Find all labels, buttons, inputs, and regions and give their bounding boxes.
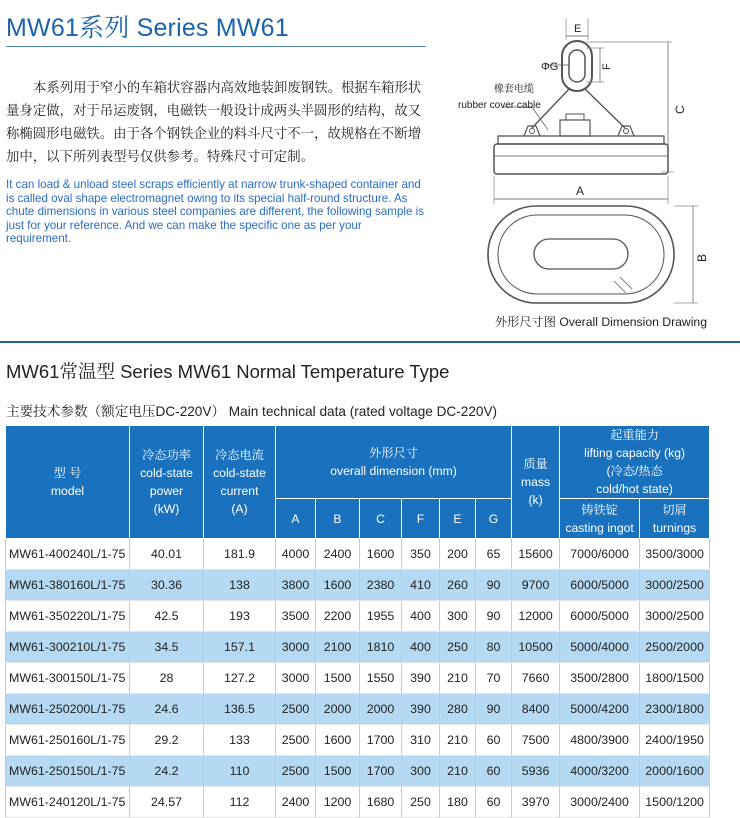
cell-current: 138: [204, 570, 276, 601]
header-turnings-cn: 切屑: [662, 502, 687, 517]
cell-power: 29.2: [130, 725, 204, 756]
cell-dim-f: 250: [402, 787, 440, 818]
header-dimension: [276, 426, 512, 499]
dim-label-phi-g: ΦG: [541, 61, 559, 73]
header-current-unit: (A): [231, 502, 248, 516]
cell-dim-e: 250: [440, 632, 476, 663]
cell-current: 133: [204, 725, 276, 756]
header-mass-en: mass: [521, 475, 551, 489]
cable-label-cn: 橡套电缆: [494, 84, 534, 95]
cell-mass: 15600: [512, 539, 560, 570]
header-lifting-en: lifting capacity (kg): [584, 446, 686, 460]
dim-label-a: A: [576, 184, 585, 198]
header-mass-cn: 质量: [523, 457, 548, 471]
cell-casting-ingot: 3500/2800: [560, 663, 640, 694]
header-model: [6, 426, 130, 539]
header-dim-f: F: [402, 499, 440, 539]
cell-turnings: 1800/1500: [640, 663, 710, 694]
table-row: [6, 632, 710, 663]
cell-current: 110: [204, 756, 276, 787]
cell-dim-f: 410: [402, 570, 440, 601]
cell-dim-c: 1550: [360, 663, 402, 694]
cell-dim-b: 1200: [316, 787, 360, 818]
cell-model: MW61-240120L/1-75: [6, 787, 130, 818]
header-mass: [512, 426, 560, 539]
cell-dim-c: 1810: [360, 632, 402, 663]
cell-mass: 9700: [512, 570, 560, 601]
header-model-cn: 型 号: [53, 466, 82, 480]
cell-dim-b: 2200: [316, 601, 360, 632]
cell-power: 24.6: [130, 694, 204, 725]
cell-dim-f: 390: [402, 663, 440, 694]
cell-mass: 10500: [512, 632, 560, 663]
cell-power: 34.5: [130, 632, 204, 663]
page-title: MW61系列 Series MW61: [6, 14, 289, 42]
header-power-cn: 冷态功率: [142, 448, 191, 462]
cell-mass: 8400: [512, 694, 560, 725]
cell-dim-f: 350: [402, 539, 440, 570]
cell-dim-f: 310: [402, 725, 440, 756]
cell-model: MW61-250150L/1-75: [6, 756, 130, 787]
cell-current: 181.9: [204, 539, 276, 570]
cell-mass: 12000: [512, 601, 560, 632]
header-lifting-cn: 起重能力: [610, 428, 659, 442]
cell-model: MW61-300210L/1-75: [6, 632, 130, 663]
cell-dim-g: 70: [476, 663, 512, 694]
header-current-cn: 冷态电流: [215, 448, 264, 462]
table-row: [6, 663, 710, 694]
cell-dim-e: 180: [440, 787, 476, 818]
cell-dim-e: 300: [440, 601, 476, 632]
cell-dim-a: 3000: [276, 663, 316, 694]
cell-dim-g: 80: [476, 632, 512, 663]
header-ingot-en: casting ingot: [565, 520, 634, 535]
cell-dim-b: 1500: [316, 663, 360, 694]
cell-dim-a: 2400: [276, 787, 316, 818]
cell-dim-a: 2500: [276, 756, 316, 787]
cell-model: MW61-380160L/1-75: [6, 570, 130, 601]
cell-turnings: 3000/2500: [640, 570, 710, 601]
header-power-en2: power: [149, 484, 184, 498]
header-model-en: model: [50, 484, 85, 498]
cell-mass: 7500: [512, 725, 560, 756]
cell-dim-e: 260: [440, 570, 476, 601]
dim-label-e: E: [574, 23, 582, 35]
cell-current: 193: [204, 601, 276, 632]
cell-dim-b: 1600: [316, 725, 360, 756]
cell-casting-ingot: 4800/3900: [560, 725, 640, 756]
cell-model: MW61-300150L/1-75: [6, 663, 130, 694]
cell-dim-a: 4000: [276, 539, 316, 570]
cell-dim-a: 3800: [276, 570, 316, 601]
cell-casting-ingot: 6000/5000: [560, 601, 640, 632]
cell-dim-b: 2100: [316, 632, 360, 663]
cell-turnings: 2300/1800: [640, 694, 710, 725]
cell-dim-c: 2000: [360, 694, 402, 725]
cell-casting-ingot: 5000/4200: [560, 694, 640, 725]
cell-dim-g: 60: [476, 756, 512, 787]
cell-dim-c: 1700: [360, 725, 402, 756]
table-row: [6, 694, 710, 725]
cell-dim-a: 3000: [276, 632, 316, 663]
header-lifting: [560, 426, 710, 499]
header-power: [130, 426, 204, 539]
header-mass-unit: (k): [528, 493, 543, 507]
cell-current: 112: [204, 787, 276, 818]
dim-label-c: C: [673, 105, 687, 114]
cell-current: 127.2: [204, 663, 276, 694]
cell-dim-a: 2500: [276, 694, 316, 725]
cell-model: MW61-350220L/1-75: [6, 601, 130, 632]
header-power-en1: cold-state: [140, 466, 193, 480]
cell-mass: 7660: [512, 663, 560, 694]
cell-dim-e: 280: [440, 694, 476, 725]
cell-turnings: 1500/1200: [640, 787, 710, 818]
cell-dim-e: 210: [440, 725, 476, 756]
cell-power: 40.01: [130, 539, 204, 570]
cell-dim-g: 90: [476, 570, 512, 601]
intro-english: It can load & unload steel scraps efficiently at narrow trunk-shaped container and is called oval shape electromagnet owing to its special half-round structure. As chute dimensions in various steel companies are different, the following sample is just for your reference. And we can make the specific one as per your requirement.: [6, 178, 425, 246]
intro-chinese: 本系列用于窄小的车箱状容器内高效地装卸废钢铁。根据车箱形状量身定做，对于吊运废钢，电磁铁一般设计成两头半圆形的结构，故又称椭圆形电磁铁。由于各个钢铁企业的料斗尺寸不一，故规格在不断增加中，以下所列表型号仅供参考。特殊尺寸可定制。: [6, 80, 422, 164]
header-dim-g: G: [476, 499, 512, 539]
cell-current: 136.5: [204, 694, 276, 725]
header-dim-c: C: [360, 499, 402, 539]
cell-dim-c: 1955: [360, 601, 402, 632]
cell-dim-e: 200: [440, 539, 476, 570]
dimension-drawing-svg: [436, 4, 736, 334]
cell-casting-ingot: 6000/5000: [560, 570, 640, 601]
cell-casting-ingot: 3000/2400: [560, 787, 640, 818]
header-dim-b: B: [316, 499, 360, 539]
cell-dim-f: 400: [402, 601, 440, 632]
cell-dim-a: 3500: [276, 601, 316, 632]
cell-turnings: 3000/2500: [640, 601, 710, 632]
section-divider: [0, 341, 740, 343]
table-row: [6, 539, 710, 570]
table-row: [6, 601, 710, 632]
cell-dim-e: 210: [440, 756, 476, 787]
section-title: MW61常温型 Series MW61 Normal Temperature Type: [6, 361, 450, 382]
cell-casting-ingot: 5000/4000: [560, 632, 640, 663]
cell-turnings: 3500/3000: [640, 539, 710, 570]
cell-dim-c: 1600: [360, 539, 402, 570]
cell-power: 42.5: [130, 601, 204, 632]
cell-dim-f: 390: [402, 694, 440, 725]
table-row: [6, 787, 710, 818]
cell-casting-ingot: 4000/3200: [560, 756, 640, 787]
header-dim-e: E: [440, 499, 476, 539]
cell-dim-b: 1500: [316, 756, 360, 787]
cell-power: 24.2: [130, 756, 204, 787]
header-current-en2: current: [220, 484, 259, 498]
spec-table: [5, 425, 710, 818]
cell-dim-e: 210: [440, 663, 476, 694]
cell-model: MW61-250200L/1-75: [6, 694, 130, 725]
header-turnings: [640, 499, 710, 539]
header-dimension-en: overall dimension (mm): [330, 464, 457, 478]
header-lifting-en2: cold/hot state): [596, 482, 673, 496]
header-lifting-cn2: (冷态/热态: [606, 464, 663, 478]
cell-model: MW61-400240L/1-75: [6, 539, 130, 570]
header-casting-ingot: [560, 499, 640, 539]
cell-dim-g: 90: [476, 694, 512, 725]
table-row: [6, 756, 710, 787]
header-power-unit: (kW): [153, 502, 180, 516]
cell-mass: 3970: [512, 787, 560, 818]
cell-turnings: 2400/1950: [640, 725, 710, 756]
header-dimension-cn: 外形尺寸: [369, 446, 418, 460]
dim-label-b: B: [695, 253, 709, 262]
dim-label-f: F: [601, 63, 613, 70]
cell-model: MW61-250160L/1-75: [6, 725, 130, 756]
cell-current: 157.1: [204, 632, 276, 663]
header-current: [204, 426, 276, 539]
spec-table-body: [6, 539, 710, 818]
cell-dim-g: 90: [476, 601, 512, 632]
cable-label-en: rubber cover cable: [458, 100, 541, 111]
cell-dim-c: 1680: [360, 787, 402, 818]
cell-mass: 5936: [512, 756, 560, 787]
tech-data-label: 主要技术参数（额定电压DC-220V） Main technical data (rated voltage DC-220V): [6, 404, 498, 419]
cell-dim-b: 2000: [316, 694, 360, 725]
cell-casting-ingot: 7000/6000: [560, 539, 640, 570]
cell-dim-f: 300: [402, 756, 440, 787]
cell-turnings: 2500/2000: [640, 632, 710, 663]
cell-dim-b: 1600: [316, 570, 360, 601]
drawing-caption: 外形尺寸图 Overall Dimension Drawing: [495, 315, 707, 329]
table-row: [6, 570, 710, 601]
cell-dim-c: 2380: [360, 570, 402, 601]
header-current-en1: cold-state: [213, 466, 266, 480]
cell-turnings: 2000/1600: [640, 756, 710, 787]
cell-power: 30.36: [130, 570, 204, 601]
header-dim-a: A: [276, 499, 316, 539]
table-row: [6, 725, 710, 756]
dimension-drawing: [436, 4, 736, 334]
cell-dim-g: 60: [476, 787, 512, 818]
cell-dim-a: 2500: [276, 725, 316, 756]
cell-dim-f: 400: [402, 632, 440, 663]
cell-dim-g: 65: [476, 539, 512, 570]
header-turnings-en: turnings: [652, 520, 697, 535]
cell-dim-c: 1700: [360, 756, 402, 787]
cell-power: 28: [130, 663, 204, 694]
title-divider: [6, 46, 426, 47]
header-ingot-cn: 铸铁锭: [581, 502, 618, 517]
cell-dim-g: 60: [476, 725, 512, 756]
cell-dim-b: 2400: [316, 539, 360, 570]
cell-power: 24.57: [130, 787, 204, 818]
